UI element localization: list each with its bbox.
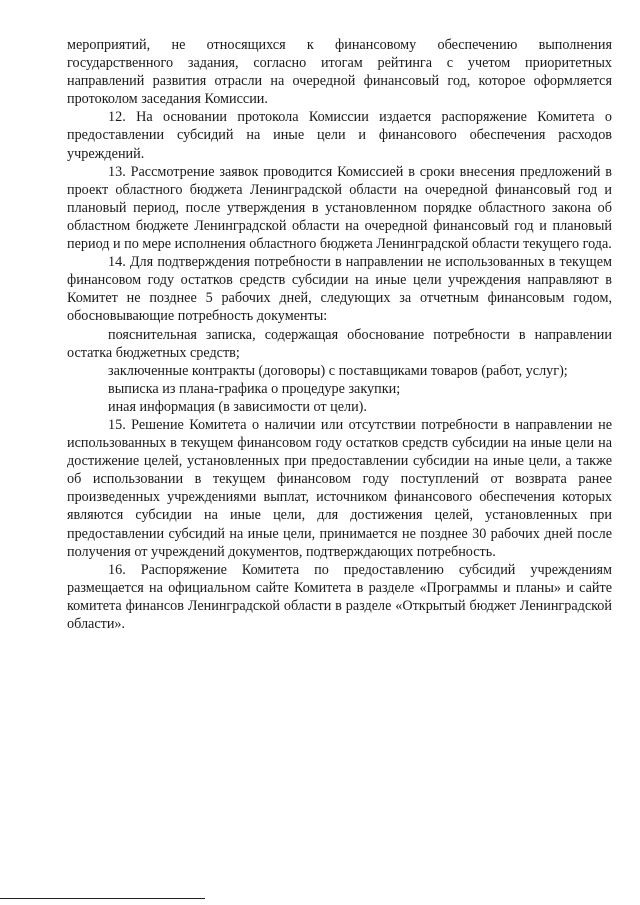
- paragraph-13: 13. Рассмотрение заявок проводится Комиссией в сроки внесения предложений в проект областного бюджета Ленинградской области на очередной финансовый год и плановый период, после утверждения в установленном порядке областного закона об областном бюджете Ленинградской области на очередной финансовый год и плановый период и по мере исполнения областного бюджета Ленинградской области текущего года.: [67, 163, 612, 253]
- list-item-explanatory-note: пояснительная записка, содержащая обоснование потребности в направлении остатка бюджетных средств;: [67, 326, 612, 361]
- paragraph-14: 14. Для подтверждения потребности в направлении не использованных в текущем финансовом году остатков средств субсидии на иные цели учреждения направляют в Комитет не позднее 5 рабочих дней, следующих за отчетным финансовым годом, обосновывающие потребность документы:: [67, 254, 612, 325]
- list-item-other-info: иная информация (в зависимости от цели).: [108, 398, 367, 415]
- footnote-divider: [0, 898, 205, 899]
- paragraph-15: 15. Решение Комитета о наличии или отсутствии потребности в направлении не использованных в текущем финансовом году остатков средств субсидии на иные цели на достижение целей, установленных при предоставлении субсидии на иные цели, а также об использовании в текущем финансовом году поступлений от возврата ранее произведенных учреждениями выплат, источником финансового обеспечения которых являются субсидии на иные цели, для достижения целей, установленных при предоставлении субсидий на иные цели, принимается не позднее 30 рабочих дней после получения от учреждений документов, подтверждающих потребность.: [67, 416, 612, 560]
- document-page: [67, 36, 612, 633]
- paragraph-12: 12. На основании протокола Комиссии издается распоряжение Комитета о предоставлении субсидий на иные цели и финансового обеспечения расходов учреждений.: [67, 109, 612, 162]
- list-item-procurement-plan: выписка из плана-графика о процедуре закупки;: [108, 380, 401, 397]
- paragraph-continuation: мероприятий, не относящихся к финансовому обеспечению выполнения государственного задания, согласно итогам рейтинга с учетом приоритетных направлений развития отрасли на очередной финансовый год, которое оформляется протоколом заседания Комиссии.: [67, 37, 612, 108]
- list-item-contracts: заключенные контракты (договоры) с поставщиками товаров (работ, услуг);: [108, 362, 568, 379]
- paragraph-16: 16. Распоряжение Комитета по предоставлению субсидий учреждениям размещается на официальном сайте Комитета в разделе «Программы и планы» и сайте комитета финансов Ленинградской области в разделе «Открытый бюджет Ленинградской области».: [67, 561, 612, 632]
